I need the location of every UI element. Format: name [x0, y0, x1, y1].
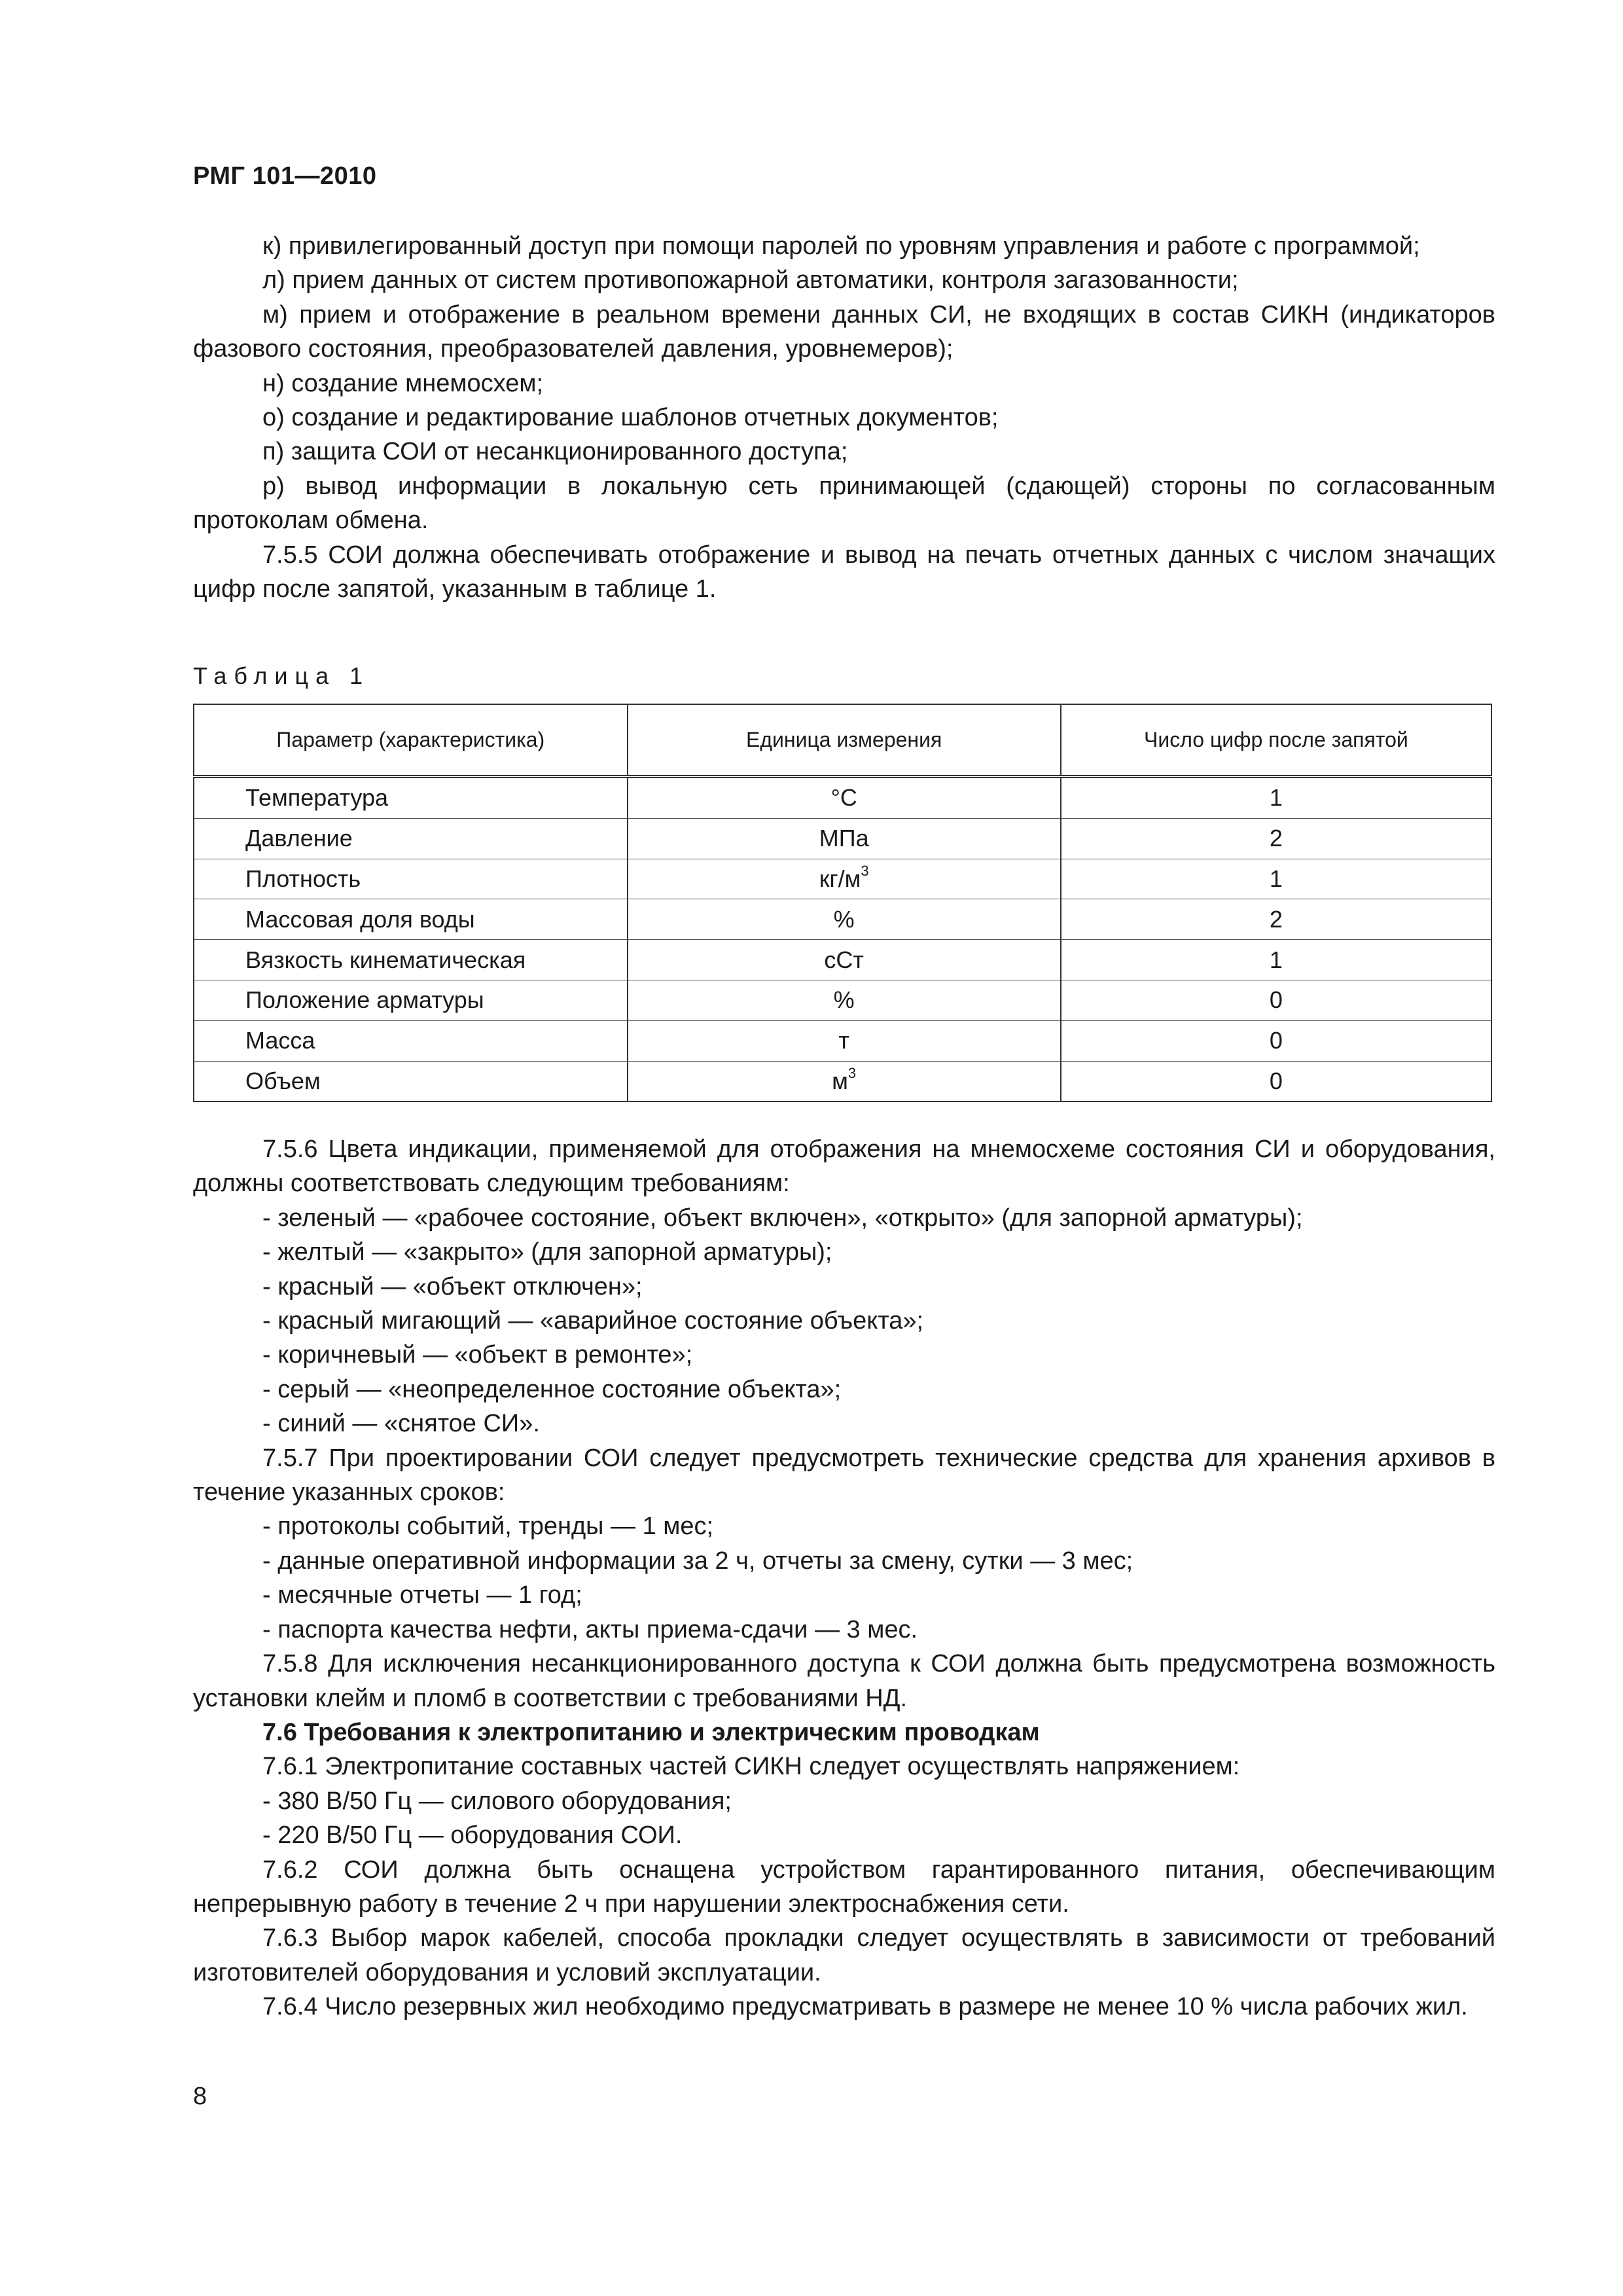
item-r: р) вывод информации в локальную сеть принимающей (сдающей) стороны по согласованным протоколам обмена.	[193, 472, 1495, 535]
clause-7-5-5: 7.5.5 СОИ должна обеспечивать отображение и вывод на печать отчетных данных с числом значащих цифр после запятой, указанным в таблице 1.	[193, 541, 1495, 603]
unit-superscript: 3	[861, 862, 869, 879]
table-cell-unit: °С	[628, 777, 1061, 819]
table-row	[194, 899, 1491, 940]
archive-item: - паспорта качества нефти, акты приема-сдачи — 3 мес.	[262, 1615, 918, 1643]
document-code: РМГ 101—2010	[193, 162, 377, 190]
table-cell-unit	[628, 859, 1061, 899]
item-o: о) создание и редактирование шаблонов отчетных документов;	[262, 404, 999, 432]
table-row	[194, 859, 1491, 899]
table-row	[194, 940, 1491, 980]
table-cell-parameter: Положение арматуры	[194, 980, 628, 1020]
item-p: п) защита СОИ от несанкционированного доступа;	[262, 438, 848, 466]
color-item: - красный мигающий — «аварийное состояние объекта»;	[262, 1307, 924, 1335]
body-text-block	[193, 1132, 1495, 2024]
color-item: - зеленый — «рабочее состояние, объект включен», «открыто» (для запорной арматуры);	[262, 1204, 1303, 1232]
table-header-row	[194, 704, 1491, 777]
table-cell-unit: %	[628, 980, 1061, 1020]
table-row	[194, 1020, 1491, 1061]
clause-7-5-7: 7.5.7 При проектировании СОИ следует предусмотреть технические средства для хранения архивов в течение указанных сроков:	[193, 1444, 1495, 1507]
table-cell-digits: 1	[1061, 859, 1491, 899]
table-cell-digits: 2	[1061, 899, 1491, 940]
table-cell-parameter: Масса	[194, 1020, 628, 1061]
table-row	[194, 1061, 1491, 1102]
table-header-digits: Число цифр после запятой	[1061, 704, 1491, 777]
archive-item: - протоколы событий, тренды — 1 мес;	[262, 1513, 714, 1541]
page-number: 8	[193, 2083, 207, 2110]
item-k: к) привилегированный доступ при помощи паролей по уровням управления и работе с программой;	[262, 232, 1420, 260]
table-cell-unit: %	[628, 899, 1061, 940]
table-row	[194, 818, 1491, 859]
clause-7-6-4: 7.6.4 Число резервных жил необходимо предусматривать в размере не менее 10 % числа рабочих жил.	[262, 1993, 1468, 2021]
power-item: - 380 В/50 Гц — силового оборудования;	[262, 1787, 732, 1815]
table-cell-parameter: Объем	[194, 1061, 628, 1102]
table-header-unit: Единица измерения	[628, 704, 1061, 777]
top-text-block	[193, 229, 1495, 606]
color-item: - серый — «неопределенное состояние объекта»;	[262, 1375, 842, 1403]
table-header-parameter: Параметр (характеристика)	[194, 704, 628, 777]
item-m: м) прием и отображение в реальном времени данных СИ, не входящих в состав СИКН (индикаторов фазового состояния, преобразователей давления, уровнемеров);	[193, 300, 1495, 363]
table-caption: Таблица 1	[193, 662, 370, 689]
table-cell-unit	[628, 1061, 1061, 1102]
table-cell-parameter: Массовая доля воды	[194, 899, 628, 940]
table-cell-digits: 0	[1061, 1020, 1491, 1061]
table-cell-digits: 0	[1061, 980, 1491, 1020]
table-row	[194, 980, 1491, 1020]
section-heading-7-6: 7.6 Требования к электропитанию и электрическим проводкам	[262, 1718, 1040, 1746]
table-cell-parameter: Вязкость кинематическая	[194, 940, 628, 980]
clause-7-6-2: 7.6.2 СОИ должна быть оснащена устройством гарантированного питания, обеспечивающим непрерывную работу в течение 2 ч при нарушении электроснабжения сети.	[193, 1856, 1495, 1918]
item-l: л) прием данных от систем противопожарной автоматики, контроля загазованности;	[262, 266, 1239, 295]
unit-superscript: 3	[847, 1064, 857, 1081]
color-item: - красный — «объект отключен»;	[262, 1272, 643, 1300]
table-cell-digits: 2	[1061, 818, 1491, 859]
table-cell-unit: сСт	[628, 940, 1061, 980]
table-cell-parameter: Плотность	[194, 859, 628, 899]
color-item: - коричневый — «объект в ремонте»;	[262, 1341, 693, 1369]
table-cell-parameter: Давление	[194, 818, 628, 859]
color-item: - желтый — «закрыто» (для запорной арматуры);	[262, 1238, 832, 1266]
table-cell-unit: МПа	[628, 818, 1061, 859]
archive-item: - данные оперативной информации за 2 ч, отчеты за смену, сутки — 3 мес;	[262, 1547, 1133, 1575]
clause-7-5-6: 7.5.6 Цвета индикации, применяемой для отображения на мнемосхеме состояния СИ и оборудования, должны соответствовать следующим требованиям:	[193, 1136, 1495, 1198]
clause-7-5-8: 7.5.8 Для исключения несанкционированного доступа к СОИ должна быть предусмотрена возможность установки клейм и пломб в соответствии с требованиями НД.	[193, 1650, 1495, 1712]
item-n: н) создание мнемосхем;	[262, 369, 544, 397]
unit-text: кг/м	[819, 865, 861, 892]
clause-7-6-1: 7.6.1 Электропитание составных частей СИКН следует осуществлять напряжением:	[262, 1753, 1240, 1781]
unit-text: м	[832, 1067, 848, 1094]
table-1	[193, 704, 1492, 1102]
table-cell-digits: 1	[1061, 940, 1491, 980]
table-cell-digits: 1	[1061, 777, 1491, 819]
table-cell-unit: т	[628, 1020, 1061, 1061]
table-cell-digits: 0	[1061, 1061, 1491, 1102]
archive-item: - месячные отчеты — 1 год;	[262, 1581, 582, 1609]
table-row	[194, 777, 1491, 819]
clause-7-6-3: 7.6.3 Выбор марок кабелей, способа прокладки следует осуществлять в зависимости от требований изготовителей оборудования и условий эксплуатации.	[193, 1924, 1495, 1986]
table-cell-parameter: Температура	[194, 777, 628, 819]
color-item: - синий — «снятое СИ».	[262, 1410, 540, 1438]
power-item: - 220 В/50 Гц — оборудования СОИ.	[262, 1821, 683, 1850]
